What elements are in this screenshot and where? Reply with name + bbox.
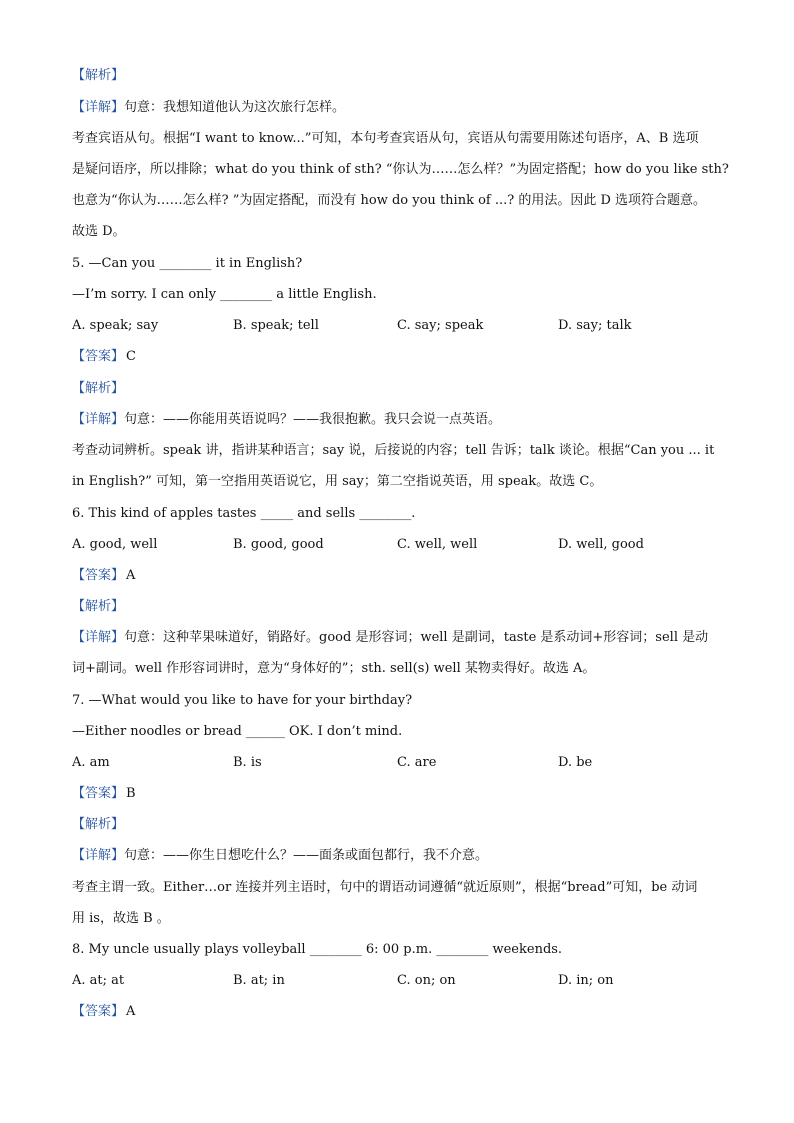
question-6-stem: 6. This kind of apples tastes _____ and sells ________. bbox=[72, 506, 416, 521]
option-a: A. am bbox=[72, 755, 110, 770]
answer-tag: 【答案】 bbox=[72, 1004, 125, 1019]
answer-value: A bbox=[126, 568, 136, 583]
answer-line bbox=[72, 349, 732, 365]
question-5-stem: —I’m sorry. I can only ________ a little English. bbox=[72, 287, 377, 302]
option-b: B. is bbox=[233, 755, 262, 770]
detail-line bbox=[72, 412, 732, 428]
explanation-line: in English?” 可知，第一空指用英语说它，用 say；第二空指说英语，用 speak。故选 C。 bbox=[72, 474, 603, 489]
option-a: A. speak; say bbox=[72, 318, 159, 333]
explanation-line: 考查宾语从句。根据“I want to know...”可知，本句考查宾语从句，宾语从句需要用陈述句语序，A、B 选项 bbox=[72, 131, 699, 146]
question-5-stem: 5. —Can you ________ it in English? bbox=[72, 256, 303, 271]
analysis-heading: 【解析】 bbox=[72, 817, 125, 832]
option-c: C. say; speak bbox=[397, 318, 484, 333]
question-7-stem: 7. —What would you like to have for your birthday? bbox=[72, 693, 413, 708]
option-a: A. good, well bbox=[72, 537, 158, 552]
option-d: D. be bbox=[558, 755, 593, 770]
detail-line bbox=[72, 630, 732, 646]
detail-tag: 【详解】 bbox=[72, 412, 125, 427]
answer-tag: 【答案】 bbox=[72, 786, 125, 801]
answer-line bbox=[72, 568, 732, 584]
explanation-line: 考查主谓一致。Either…or 连接并列主语时，句中的谓语动词遵循“就近原则”，根据“bread”可知，be 动词 bbox=[72, 880, 698, 895]
detail-line bbox=[72, 100, 732, 116]
detail-tag: 【详解】 bbox=[72, 630, 125, 645]
option-d: D. well, good bbox=[558, 537, 644, 552]
option-c: C. well, well bbox=[397, 537, 478, 552]
answer-line bbox=[72, 786, 732, 802]
answer-value: C bbox=[126, 349, 136, 364]
explanation-line: 也意为“你认为……怎么样? ”为固定搭配，而没有 how do you think of ...? 的用法。因此 D 选项符合题意。 bbox=[72, 193, 707, 208]
option-d: D. say; talk bbox=[558, 318, 632, 333]
analysis-heading: 【解析】 bbox=[72, 68, 125, 83]
answer-value: A bbox=[126, 1004, 136, 1019]
answer-line bbox=[72, 1004, 732, 1020]
option-c: C. are bbox=[397, 755, 437, 770]
question-7-stem: —Either noodles or bread ______ OK. I don’t mind. bbox=[72, 724, 403, 739]
answer-tag: 【答案】 bbox=[72, 568, 125, 583]
explanation-line: 词+副词。well 作形容词讲时，意为“身体好的”；sth. sell(s) well 某物卖得好。故选 A。 bbox=[72, 661, 596, 676]
option-d: D. in; on bbox=[558, 973, 614, 988]
analysis-heading: 【解析】 bbox=[72, 599, 125, 614]
question-8-stem: 8. My uncle usually plays volleyball ________ 6: 00 p.m. ________ weekends. bbox=[72, 942, 563, 957]
explanation-line: 考查动词辨析。speak 讲，指讲某种语言；say 说，后接说的内容；tell 告诉；talk 谈论。根据“Can you ... it bbox=[72, 443, 715, 458]
detail-line bbox=[72, 848, 732, 864]
analysis-heading: 【解析】 bbox=[72, 381, 125, 396]
option-c: C. on; on bbox=[397, 973, 456, 988]
answer-value: B bbox=[126, 786, 136, 801]
option-a: A. at; at bbox=[72, 973, 125, 988]
detail-tag: 【详解】 bbox=[72, 100, 125, 115]
option-b: B. good, good bbox=[233, 537, 324, 552]
detail-text: 句意：我想知道他认为这次旅行怎样。 bbox=[124, 100, 346, 115]
detail-text: 句意：——你生日想吃什么？——面条或面包都行，我不介意。 bbox=[124, 848, 489, 863]
detail-text: 句意：——你能用英语说吗？——我很抱歉。我只会说一点英语。 bbox=[124, 412, 502, 427]
explanation-line: 用 is，故选 B 。 bbox=[72, 911, 170, 926]
detail-text: 句意：这种苹果味道好，销路好。good 是形容词；well 是副词，taste 是系动词+形容词；sell 是动 bbox=[124, 630, 709, 645]
option-b: B. speak; tell bbox=[233, 318, 319, 333]
explanation-line: 是疑问语序，所以排除；what do you think of sth? “你认为……怎么样？”为固定搭配；how do you like sth? bbox=[72, 162, 729, 177]
option-b: B. at; in bbox=[233, 973, 285, 988]
explanation-line: 故选 D。 bbox=[72, 224, 126, 239]
detail-tag: 【详解】 bbox=[72, 848, 125, 863]
answer-tag: 【答案】 bbox=[72, 349, 125, 364]
